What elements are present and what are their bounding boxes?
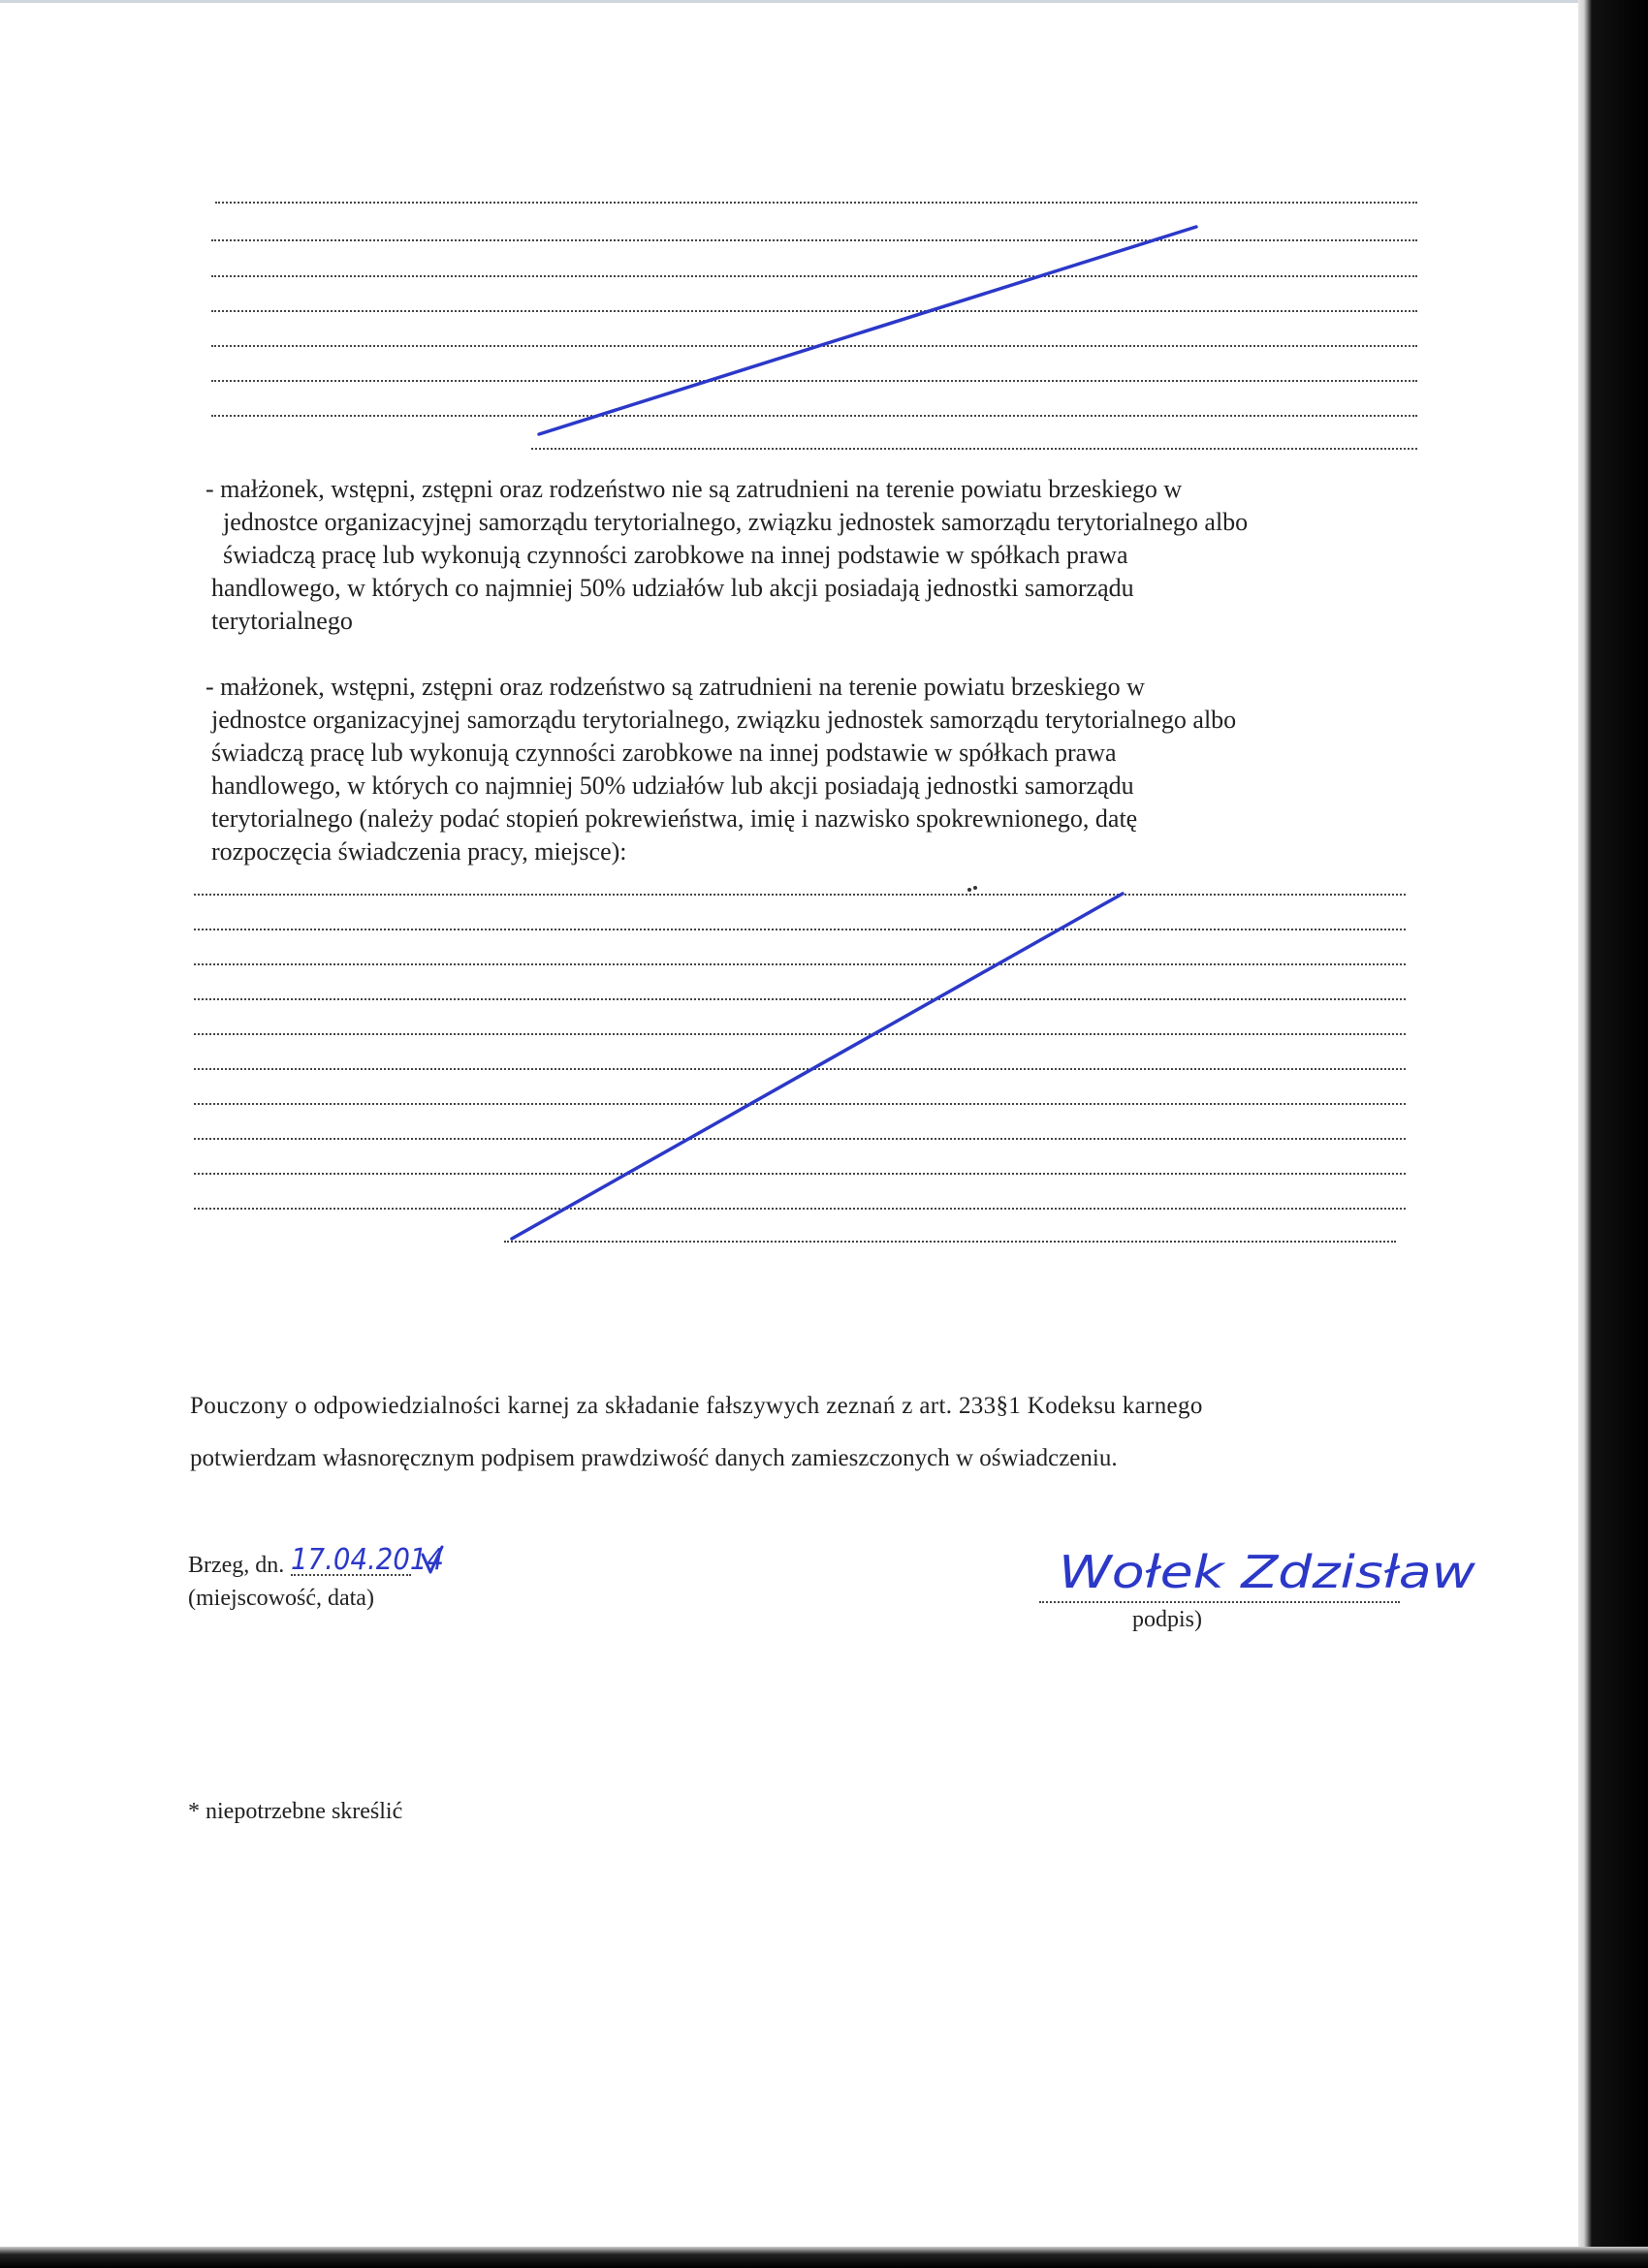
paragraph-line: rozpoczęcia świadczenia pracy, miejsce):	[211, 837, 627, 866]
paragraph-line: - małżonek, wstępni, zstępni oraz rodzeństwo nie są zatrudnieni na terenie powiatu brzeskiego w	[206, 475, 1183, 503]
svg-text:17.04.2014: 17.04.2014	[291, 1543, 444, 1577]
paragraph-line: handlowego, w których co najmniej 50% udziałów lub akcji posiadają jednostki samorządu	[211, 574, 1134, 602]
dotted-line	[194, 929, 1406, 930]
scan-bottom-edge	[0, 2247, 1648, 2268]
dotted-line	[504, 1241, 1396, 1243]
dotted-line	[211, 239, 1417, 241]
dotted-line	[211, 380, 1417, 382]
ink-speck	[973, 886, 977, 890]
place-date-label: Brzeg, dn.	[188, 1553, 285, 1578]
footnote: * niepotrzebne skreślić	[188, 1799, 403, 1824]
paragraph-line: świadczą pracę lub wykonują czynności zarobkowe na innej podstawie w spółkach prawa	[223, 541, 1128, 569]
strike-through-line-bottom	[512, 894, 1123, 1239]
ink-speck	[967, 888, 971, 892]
date-check-mark-icon	[423, 1547, 442, 1572]
paragraph-line: terytorialnego (należy podać stopień pokrewieństwa, imię i nazwisko spokrewnionego, datę	[211, 804, 1138, 833]
scan-right-edge	[1578, 0, 1648, 2268]
dotted-line	[194, 1103, 1406, 1105]
date-dotted-field	[291, 1574, 411, 1576]
dotted-line	[211, 345, 1417, 347]
signature-dotted-field	[1039, 1601, 1400, 1603]
strike-through-line-top	[539, 227, 1196, 434]
paragraph-employed	[206, 671, 1446, 868]
dotted-line	[194, 963, 1406, 965]
dotted-line	[194, 998, 1406, 1000]
declaration-line-1: Pouczony o odpowiedzialności karnej za składanie fałszywych zeznań z art. 233§1 Kodeksu karnego	[190, 1393, 1203, 1419]
dotted-line	[211, 415, 1417, 417]
dotted-line	[211, 275, 1417, 277]
dotted-line	[211, 310, 1417, 312]
paragraph-line: świadczą pracę lub wykonują czynności zarobkowe na innej podstawie w spółkach prawa	[211, 739, 1117, 767]
svg-text:Wołek Zdzisław: Wołek Zdzisław	[1059, 1546, 1476, 1598]
paragraph-line: jednostce organizacyjnej samorządu terytorialnego, związku jednostek samorządu terytorialnego albo	[211, 706, 1237, 734]
signature-caption: podpis)	[1132, 1607, 1202, 1632]
dotted-line	[215, 202, 1417, 204]
scan-top-edge	[0, 0, 1580, 3]
declaration-line-2: potwierdzam własnoręcznym podpisem prawdziwość danych zamieszczonych w oświadczeniu.	[190, 1445, 1118, 1471]
dotted-line	[194, 1033, 1406, 1035]
place-date-caption: (miejscowość, data)	[188, 1586, 374, 1611]
handwritten-signature	[1059, 1546, 1475, 1598]
dotted-line	[194, 1173, 1406, 1175]
dotted-line	[194, 1138, 1406, 1140]
paragraph-line: handlowego, w których co najmniej 50% udziałów lub akcji posiadają jednostki samorządu	[211, 772, 1134, 800]
dotted-line	[531, 448, 1417, 450]
paragraph-not-employed	[206, 473, 1446, 638]
paragraph-line: terytorialnego	[211, 607, 353, 635]
dotted-line	[194, 1068, 1406, 1070]
dotted-line	[194, 894, 1406, 896]
paragraph-line: - małżonek, wstępni, zstępni oraz rodzeństwo są zatrudnieni na terenie powiatu brzeskiego w	[206, 673, 1145, 701]
dotted-line	[194, 1208, 1406, 1210]
handwritten-date	[291, 1543, 444, 1577]
paragraph-line: jednostce organizacyjnej samorządu terytorialnego, związku jednostek samorządu terytorialnego albo	[223, 508, 1249, 536]
